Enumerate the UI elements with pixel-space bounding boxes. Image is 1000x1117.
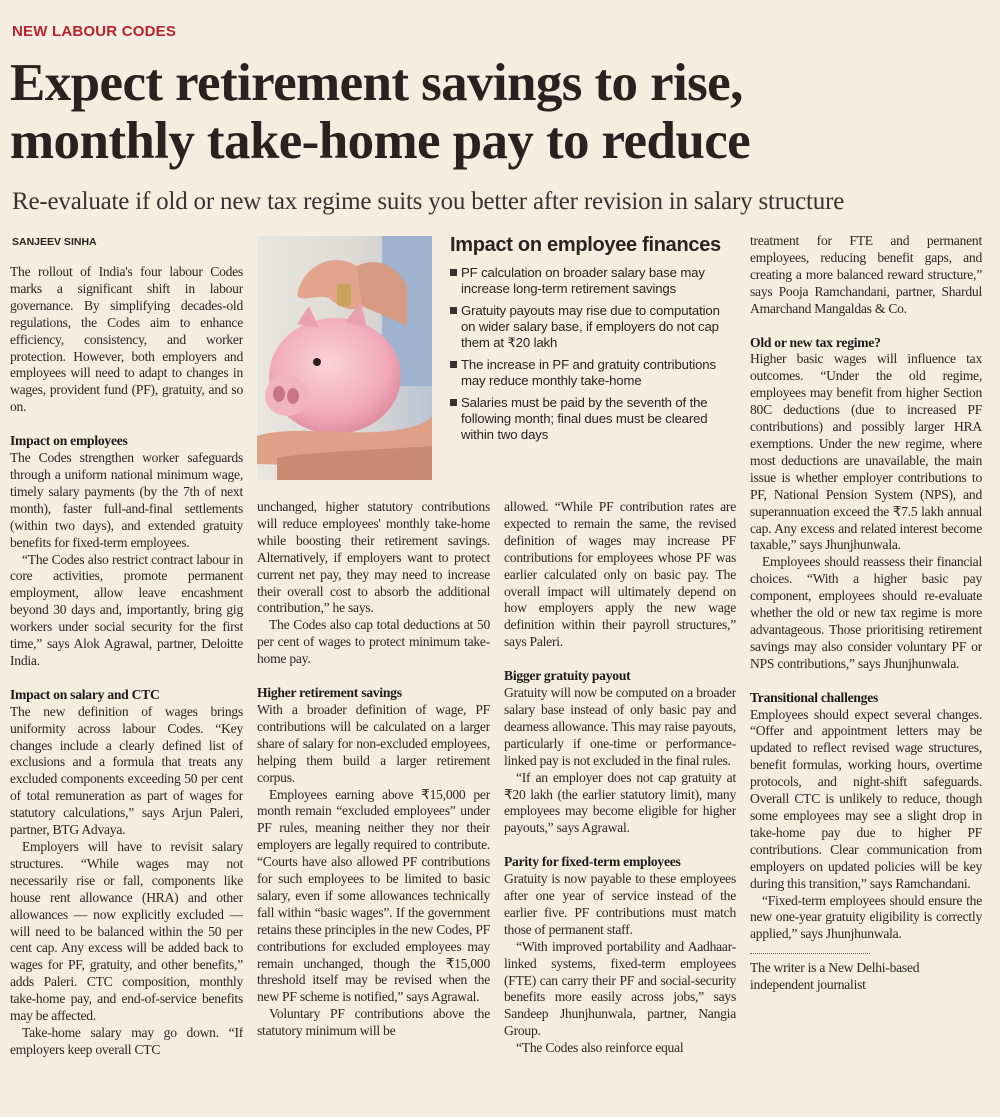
paragraph: Employers will have to revisit salary structures. “While wages may not necessarily rise or fall, components like house rent allowance (HRA) and other allowances — now explicitly excluded — will need to be balanced within the 50 per cent cap. Any excess will be added back to wages for PF, gratuity, and other benefits,” adds Paleri. CTC composition, monthly take-home pay, and end-of-service benefits may be affected. bbox=[10, 839, 243, 1024]
section-heading-retirement: Higher retirement savings bbox=[257, 685, 402, 701]
paragraph: The new definition of wages brings uniformity across labour Codes. “Key changes include a clearly defined list of exclusions and a formula that treats any excluded components exceeding 50 per cent of total remuneration as part of wages for statutory calculations,” says Arjun Paleri, partner, BTG Advaya. bbox=[10, 703, 243, 838]
paragraph: Employees earning above ₹15,000 per month remain “excluded employees” under PF rules, meaning neither they nor their employers are legally required to contribute. “Courts have also allowed PF contributions for such employees to be limited to basic salary, even if some allowances technically fall within “basic wages”. If the government retains these principles in the new Codes, PF contributions for excluded employees may remain unchanged, though the ₹15,000 threshold itself may be revised when the new PF scheme is notified,” says Agrawal. bbox=[257, 786, 490, 1005]
sidebar-bullet: Salaries must be paid by the seventh of the following month; final dues must be cleared within two days bbox=[444, 395, 736, 443]
paragraph: The Codes also cap total deductions at 50 per cent of wages to protect minimum take-home pay. bbox=[257, 617, 490, 667]
headline-line-1: Expect retirement savings to rise, bbox=[10, 54, 743, 112]
section-heading-salary-ctc: Impact on salary and CTC bbox=[10, 686, 160, 702]
piggy-bank-photo bbox=[257, 236, 432, 480]
paragraph: treatment for FTE and permanent employees, reducing benefit gaps, and creating a more balanced reward structure,” says Pooja Ramchandani, partner, Shardul Amarchand Mangaldas & Co. bbox=[750, 233, 982, 316]
paragraph: “If an employer does not cap gratuity at ₹20 lakh (the earlier statutory limit), many employees may become eligible for higher payouts,” says Agrawal. bbox=[504, 769, 736, 836]
article-column-4 bbox=[750, 233, 982, 1114]
article-column-2 bbox=[257, 499, 490, 1114]
paragraph: unchanged, higher statutory contributions will reduce employees' monthly take-home while boosting their retirement savings. Alternatively, if employers want to protect current net pay, they may need to increase their overall cost to absorb the additional contribution,” he says. bbox=[257, 499, 490, 616]
sidebar-bullet: PF calculation on broader salary base may increase long-term retirement savings bbox=[444, 265, 736, 297]
sidebar-list bbox=[444, 265, 736, 443]
paragraph: With a broader definition of wage, PF contributions will be calculated on a larger share of salary for non-excluded employees, helping them build a larger retirement corpus. bbox=[257, 701, 490, 785]
section-heading-impact-employees: Impact on employees bbox=[10, 433, 128, 449]
subheadline: Re-evaluate if old or new tax regime suits you better after revision in salary structure bbox=[12, 188, 845, 215]
article-column-1 bbox=[10, 264, 243, 1114]
paragraph: “The Codes also reinforce equal bbox=[516, 1040, 684, 1056]
headline-line-2: monthly take-home pay to reduce bbox=[10, 112, 751, 170]
section-heading-fixed-term: Parity for fixed-term employees bbox=[504, 854, 681, 870]
paragraph: “Fixed-term employees should ensure the new one-year gratuity eligibility is correctly applied,” says Jhunjhunwala. bbox=[750, 892, 982, 942]
square-bullet-icon bbox=[450, 269, 457, 276]
paragraph: Gratuity is now payable to these employees after one year of service instead of the earlier five. PF contributions must match those of permanent staff. bbox=[504, 871, 736, 937]
paragraph: Employees should reassess their financial choices. “With a higher basic pay component, employees should re-evaluate whether the old or new tax regime is more advantageous. Those prioritising retirement savings may also consider voluntary PF or NPS contributions,” says Jhunjhunwala. bbox=[750, 554, 982, 671]
section-heading-gratuity: Bigger gratuity payout bbox=[504, 668, 631, 684]
paragraph: “The Codes also restrict contract labour in core activities, promote permanent employment, allow leave encashment beyond 30 days and, importantly, bring gig workers under social security for the first time,” says Alok Agrawal, partner, Deloitte India. bbox=[10, 551, 243, 668]
paragraph: Employees should expect several changes. “Offer and appointment letters may be updated to reflect revised wage structures, benefit formulas, working hours, overtime protocols, and night-shift safeguards. Overall CTC is unlikely to reduce, though some employees may see a slight drop in take-home pay due to higher PF contributions. Clear communication from employers on updated policies will be key during this transition,” says Ramchandani. bbox=[750, 706, 982, 891]
section-kicker: NEW LABOUR CODES bbox=[12, 23, 177, 40]
author-note: The writer is a New Delhi-based independent journalist bbox=[750, 960, 920, 993]
square-bullet-icon bbox=[450, 361, 457, 368]
sidebar-bullet: Gratuity payouts may rise due to computation on wider salary base, if employers do not cap them at ₹20 lakh bbox=[444, 303, 736, 351]
sidebar-bullet: The increase in PF and gratuity contributions may reduce monthly take-home bbox=[444, 357, 736, 389]
square-bullet-icon bbox=[450, 399, 457, 406]
section-heading-transitional: Transitional challenges bbox=[750, 689, 879, 705]
section-heading-tax-regime: Old or new tax regime? bbox=[750, 334, 881, 350]
paragraph: Voluntary PF contributions above the statutory minimum will be bbox=[257, 1006, 490, 1039]
intro-paragraph: The rollout of India's four labour Codes marks a significant shift in labour governance. By simplifying decades-old regulations, the Codes aim to enhance efficiency, consistency, and worker protection. However, both employers and employees will need to adapt to changes in wages, provident fund (PF), gratuity, and so on. bbox=[10, 264, 243, 415]
paragraph: The Codes strengthen worker safeguards through a uniform national minimum wage, timely salary payments (by the 7th of next month), faster full-and-final settlements (within two days), and extended gratuity benefits for fixed-term employees. bbox=[10, 450, 243, 550]
paragraph: allowed. “While PF contribution rates are expected to remain the same, the revised definition of wages may increase PF contributions for employees whose PF was earlier calculated only on basic pay. The overall impact will ultimately depend on how employers apply the new wage definition within their payroll structures,” says Paleri. bbox=[504, 499, 736, 650]
article-column-3 bbox=[504, 499, 736, 1114]
paragraph: Gratuity will now be computed on a broader salary base instead of only basic pay and dearness allowance. This may raise payouts, particularly if one-time or performance-linked pay is not excluded in the final rules. bbox=[504, 685, 736, 768]
dotted-divider bbox=[750, 953, 870, 954]
paragraph: “With improved portability and Aadhaar-linked systems, fixed-term employees (FTE) can carry their PF and social-security benefits more easily across jobs,” says Sandeep Jhunjhunwala, partner, Nangia Group. bbox=[504, 938, 736, 1039]
piggy-bank-icon bbox=[257, 236, 432, 480]
paragraph: Take-home salary may go down. “If employers keep overall CTC bbox=[10, 1024, 243, 1057]
sidebar-title: Impact on employee finances bbox=[450, 234, 721, 256]
byline: SANJEEV SINHA bbox=[12, 236, 97, 248]
paragraph: Higher basic wages will influence tax outcomes. “Under the old regime, employees may benefit from higher Section 80C deductions (due to increased PF contributions) and possibly larger HRA exemptions. Under the new regime, where most deductions are unavailable, the main issue is whether employer contributions to PF, National Pension System (NPS), and superannuation exceed the ₹7.5 lakh annual cap. Any excess and related interest become taxable,” says Jhunjhunwala. bbox=[750, 351, 982, 553]
square-bullet-icon bbox=[450, 307, 457, 314]
headline bbox=[10, 54, 990, 170]
impact-sidebar bbox=[444, 234, 736, 474]
